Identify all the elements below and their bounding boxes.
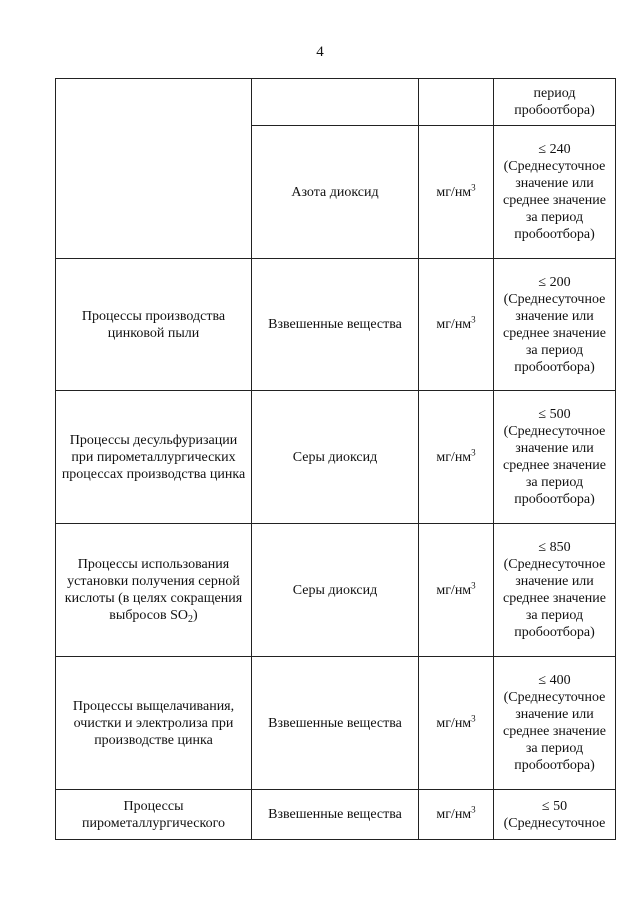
limit-value: ≤ 50 (541, 798, 568, 814)
unit-text: мг/нм (436, 582, 472, 598)
limit-cell (494, 259, 616, 391)
unit-exponent: 3 (471, 804, 476, 815)
limit-value: ≤ 400 (538, 673, 571, 688)
substance-cell: Взвешенные вещества (252, 657, 419, 790)
substance-cell: Взвешенные вещества (252, 259, 419, 391)
limit-cell (494, 391, 616, 524)
process-cell: Процессы производства цинковой пыли (56, 259, 252, 391)
limit-text: (Среднесуточное значение или среднее значение за период пробоотбора) (503, 291, 606, 375)
unit-cell (419, 79, 494, 126)
process-cell: Процессы выщелачивания, очистки и электролиза при производстве цинка (56, 657, 252, 790)
process-subscript: 2 (188, 614, 194, 625)
limit-cell (494, 79, 616, 126)
unit-exponent: 3 (471, 314, 476, 325)
substance-cell: Взвешенные вещества (252, 790, 419, 840)
unit-cell (419, 657, 494, 790)
table-row (56, 657, 616, 790)
unit-cell (419, 259, 494, 391)
limit-value: ≤ 500 (538, 407, 571, 422)
limit-value: ≤ 850 (538, 540, 571, 555)
limit-text: (Среднесуточное значение или среднее значение за период пробоотбора) (503, 424, 606, 507)
limit-value: ≤ 200 (538, 274, 571, 290)
table-row (56, 259, 616, 391)
process-cell (56, 79, 252, 259)
limit-text: (Среднесуточное значение или среднее значение за период пробоотбора) (503, 159, 606, 242)
limit-cell (494, 790, 616, 840)
unit-exponent: 3 (471, 181, 476, 192)
unit-cell (419, 391, 494, 524)
unit-exponent: 3 (471, 579, 476, 590)
limit-cell (494, 126, 616, 259)
unit-cell (419, 524, 494, 657)
substance-cell: Серы диоксид (252, 524, 419, 657)
substance-cell: Азота диоксид (252, 126, 419, 259)
table-row (56, 790, 616, 840)
unit-text: мг/нм (436, 715, 472, 731)
unit-cell (419, 126, 494, 259)
limit-text: период пробоотбора) (514, 86, 595, 118)
limit-cell (494, 657, 616, 790)
process-cell: Процессы десульфуризации при пирометаллургических процессах производства цинка (56, 391, 252, 524)
limit-text: (Среднесуточное (503, 815, 606, 831)
process-cell: Процессы пирометаллургического (56, 790, 252, 840)
emission-limits-table (55, 78, 616, 840)
unit-text: мг/нм (436, 317, 472, 332)
process-text-tail: ) (193, 608, 198, 623)
process-cell (56, 524, 252, 657)
table-row (56, 524, 616, 657)
unit-cell (419, 790, 494, 840)
limit-value: ≤ 240 (538, 142, 571, 157)
unit-text: мг/нм (436, 184, 472, 200)
limit-text: (Среднесуточное значение или среднее значение за период пробоотбора) (503, 557, 606, 640)
table-row (56, 79, 616, 126)
unit-text: мг/нм (436, 449, 472, 465)
unit-text: мг/нм (436, 807, 472, 822)
limit-text: (Среднесуточное значение или среднее значение за период пробоотбора) (503, 690, 606, 773)
process-text: Процессы использования установки получения серной кислоты (в целях сокращения выбросов SO (64, 557, 243, 623)
unit-exponent: 3 (471, 446, 476, 457)
substance-cell (252, 79, 419, 126)
substance-cell: Серы диоксид (252, 391, 419, 524)
limit-cell (494, 524, 616, 657)
page-number: 4 (316, 44, 324, 60)
unit-exponent: 3 (471, 712, 476, 723)
table-row (56, 391, 616, 524)
